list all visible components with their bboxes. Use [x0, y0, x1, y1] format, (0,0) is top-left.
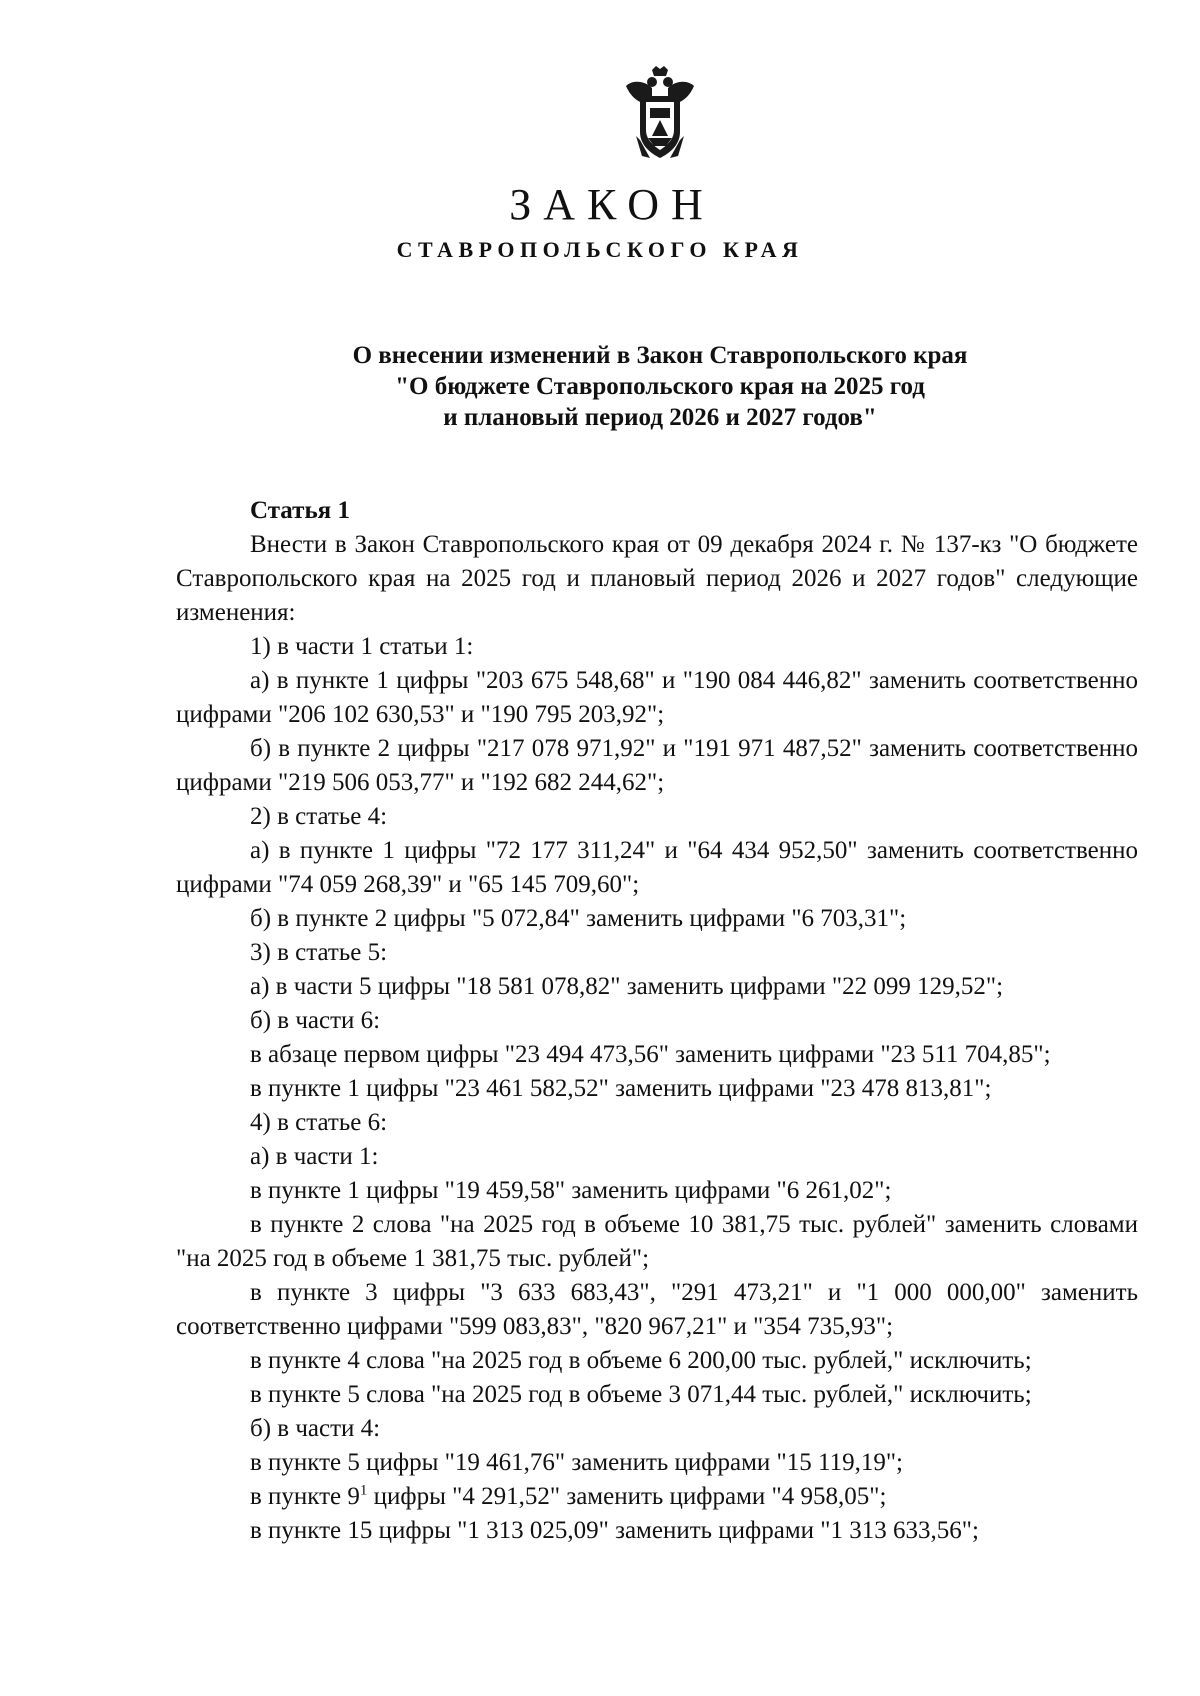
amendment-item: б) в части 6: [250, 1007, 381, 1034]
amendment-item: а) в части 1: [250, 1143, 379, 1170]
amendment-item: в пункте 1 цифры "23 461 582,52" заменить цифрами "23 478 813,81"; [250, 1075, 992, 1102]
amendment-item: в пункте 5 цифры "19 461,76" заменить цифрами "15 119,19"; [250, 1449, 903, 1476]
amendment-item: в пункте 4 слова "на 2025 год в объеме 6 200,00 тыс. рублей," исключить; [250, 1347, 1032, 1374]
article-body [176, 494, 1138, 1548]
law-title: ЗАКОН [509, 180, 715, 229]
amendment-item: 2) в статье 4: [250, 803, 388, 830]
coat-of-arms-icon [622, 66, 698, 162]
amendment-item: б) в пункте 2 цифры "217 078 971,92" и "191 971 487,52" заменить соответственно цифрами "219 506 053,77" и "192 682 244,62"; [176, 735, 1138, 796]
amendment-item: в пункте 5 слова "на 2025 год в объеме 3 071,44 тыс. рублей," исключить; [250, 1381, 1032, 1408]
heading-line: "О бюджете Ставропольского края на 2025 год [395, 373, 925, 400]
article-intro: Внести в Закон Ставропольского края от 09 декабря 2024 г. № 137-кз "О бюджете Ставропольского края на 2025 год и плановый период 2026 и 2027 годов" следующие изменения: [176, 531, 1138, 626]
region-title: СТАВРОПОЛЬСКОГО КРАЯ [396, 237, 804, 262]
amendment-item: в пункте 2 слова "на 2025 год в объеме 10 381,75 тыс. рублей" заменить словами "на 2025 год в объеме 1 381,75 тыс. рублей"; [176, 1211, 1138, 1272]
amendment-item: б) в части 4: [250, 1415, 381, 1442]
item-text: цифры "4 291,52" заменить цифрами "4 958,05"; [367, 1483, 887, 1510]
amendment-item: 4) в статье 6: [250, 1109, 388, 1136]
item-text: в пункте 9 [250, 1483, 360, 1510]
amendment-item: 1) в части 1 статьи 1: [250, 633, 474, 660]
amendment-item: а) в части 5 цифры "18 581 078,82" заменить цифрами "22 099 129,52"; [250, 973, 1004, 1000]
heading-line: О внесении изменений в Закон Ставропольского края [352, 342, 968, 369]
article-title: Статья 1 [250, 497, 350, 524]
amendment-item: в пункте 1 цифры "19 459,58" заменить цифрами "6 261,02"; [250, 1177, 892, 1204]
amendment-item: а) в пункте 1 цифры "203 675 548,68" и "190 084 446,82" заменить соответственно цифрами "206 102 630,53" и "190 795 203,92"; [176, 667, 1138, 728]
amendment-item: в пункте 3 цифры "3 633 683,43", "291 473,21" и "1 000 000,00" заменить соответственно цифрами "599 083,83", "820 967,21" и "354 735,93"; [176, 1279, 1138, 1340]
amendment-item [176, 1480, 1138, 1514]
amendment-item: 3) в статье 5: [250, 939, 388, 966]
amendment-item: б) в пункте 2 цифры "5 072,84" заменить цифрами "6 703,31"; [250, 905, 907, 932]
superscript: 1 [359, 1482, 368, 1499]
amendment-item: а) в пункте 1 цифры "72 177 311,24" и "64 434 952,50" заменить соответственно цифрами "74 059 268,39" и "65 145 709,60"; [176, 837, 1138, 898]
heading-line: и плановый период 2026 и 2027 годов" [443, 404, 877, 431]
amendment-item: в пункте 15 цифры "1 313 025,09" заменить цифрами "1 313 633,56"; [250, 1517, 979, 1544]
document-heading [250, 340, 1070, 433]
amendment-item: в абзаце первом цифры "23 494 473,56" заменить цифрами "23 511 704,85"; [250, 1041, 1051, 1068]
